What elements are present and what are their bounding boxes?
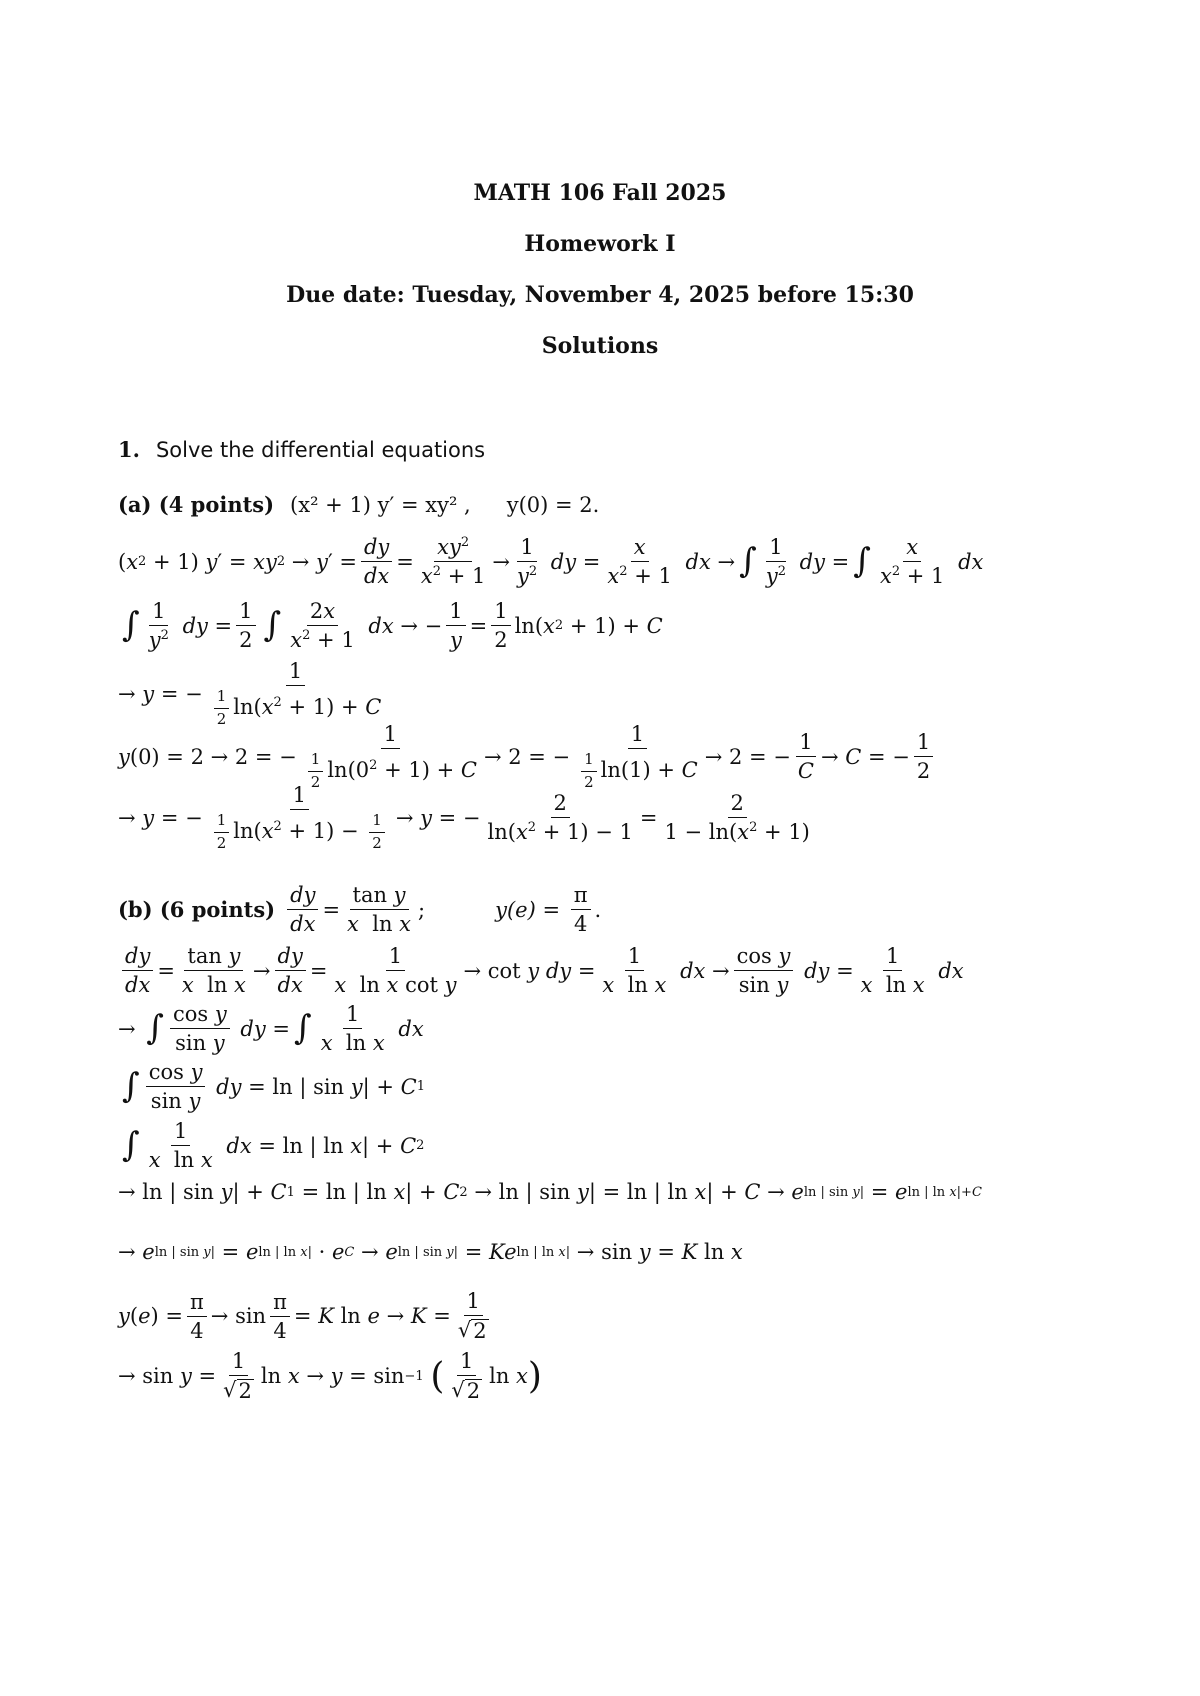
course-title: MATH 106 Fall 2025 — [473, 180, 727, 206]
part-b-label: (b) (6 points) — [118, 897, 276, 923]
problem-1-heading — [118, 437, 485, 462]
problem-number: 1. — [118, 437, 140, 462]
problem-prompt: Solve the differential equations — [155, 437, 486, 462]
part-b-step-3: ∫ $\frac{\text{cos y}}{\text{sin y}}$ dy = ln | sin y | + C 1 — [122, 1060, 426, 1114]
homework-title: Homework I — [524, 231, 676, 257]
part-a-step-3: → y = − 1 $\frac{1}{2}$ $\ln(x^2 + 1) + C$ — [118, 659, 382, 728]
part-a-step-2: ∫ $\frac{1}{y^2}$ dy = $\frac{1}{2}$ ∫ $\frac{2x}{x^2 + 1}$ dx → − $\frac{1}{y}$ = $\frac{1}{2}$ ln( x 2 + 1) + C — [122, 599, 663, 653]
part-b-step-4: ∫ $\frac{1}{\text{x ln x}}$ dx = ln | ln x | + C 2 — [122, 1119, 425, 1173]
part-b-step-5: → ln | sin y | + C 1 = ln | ln x | + C 2 → ln | sin y | = ln | ln x | + C → e ln | sin y| = e ln | ln x|+C — [118, 1180, 982, 1204]
solutions-heading: Solutions — [541, 333, 659, 359]
part-b-step-7: y ( e ) = $\frac{\pi}{4}$ → sin $\frac{\pi}{4}$ = K ln e → K = 1 √ 2 — [118, 1289, 487, 1344]
part-b-condition-lhs: y(e) = — [495, 897, 561, 922]
part-a-statement — [118, 492, 599, 517]
part-b-step-2: → ∫ $\frac{\text{cos y}}{\text{sin y}}$ dy = ∫ $\frac{1}{\text{x ln x}}$ dx — [118, 1002, 424, 1056]
part-b-statement: (b) (6 points) $\frac{dy}{dx}$ = $\frac{\text{tan y}}{\text{x ln x}}$ ; y(e) = $\frac{\pi}{4}$ . — [118, 883, 602, 937]
part-b-step-1: $\frac{dy}{dx}$ = $\frac{\text{tan y}}{\text{x ln x}}$ → $\frac{dy}{dx}$ = $\frac{1}{\text{x ln x cot y}}$ → cot y dy = $\frac{1}{\text{x ln x}}$ dx → $\frac{\text{cos y}}{\text{sin y}}$ dy = $\frac{1}{\text{x ln x}}$ dx — [118, 945, 964, 996]
part-a-step-1: ( x 2 + 1) y ′ = xy 2 → y ′ = $\frac{dy}{dx}$ = $\frac{xy^2}{x^2 + 1}$ → $\frac{1}{y^2}$ dy = $\frac{x}{x^2 + 1}$ dx → ∫ $\frac{1}{y^2}$ dy = ∫ $\frac{x}{x^2 + 1}$ dx — [118, 535, 984, 589]
part-a-step-4: y (0) = 2 → 2 = − 1 $\frac{1}{2}$ $\ln(0^2 + 1) + C$ → 2 = − 1 $\frac{1}{2}$ ln(1) + C → 2 = − $\frac{1}{C}$ → C = − $\frac{1}{2}$ — [118, 723, 937, 791]
due-date: Due date: Tuesday, November 4, 2025 before 15:30 — [286, 282, 914, 308]
part-a-condition: y(0) = 2. — [506, 492, 600, 517]
part-b-condition-den: 4 — [573, 912, 588, 937]
part-b-condition-num: π — [571, 884, 591, 910]
part-a-step-5: → y = − 1 $\frac{1}{2}$ $\ln(x^2 + 1)$ − $\frac{1}{2}$ → y = − $\frac{2}{\ln(x^2 + 1) - 1}$ = $\frac{2}{1 - \ln(x^2 + 1)}$ — [118, 783, 810, 852]
part-a-label: (a) (4 points) — [118, 492, 275, 517]
part-b-step-6: → e ln | sin y| = e ln | ln x| · e C → e ln | sin y| = Ke ln | ln x| → sin y = K ln x — [118, 1240, 743, 1264]
part-b-step-8: → sin y = 1 √ 2 ln x → y = sin −1 ( 1 √ 2 ln x ) — [118, 1349, 542, 1404]
part-a-equation: (x² + 1) y′ = xy² , — [290, 492, 471, 517]
